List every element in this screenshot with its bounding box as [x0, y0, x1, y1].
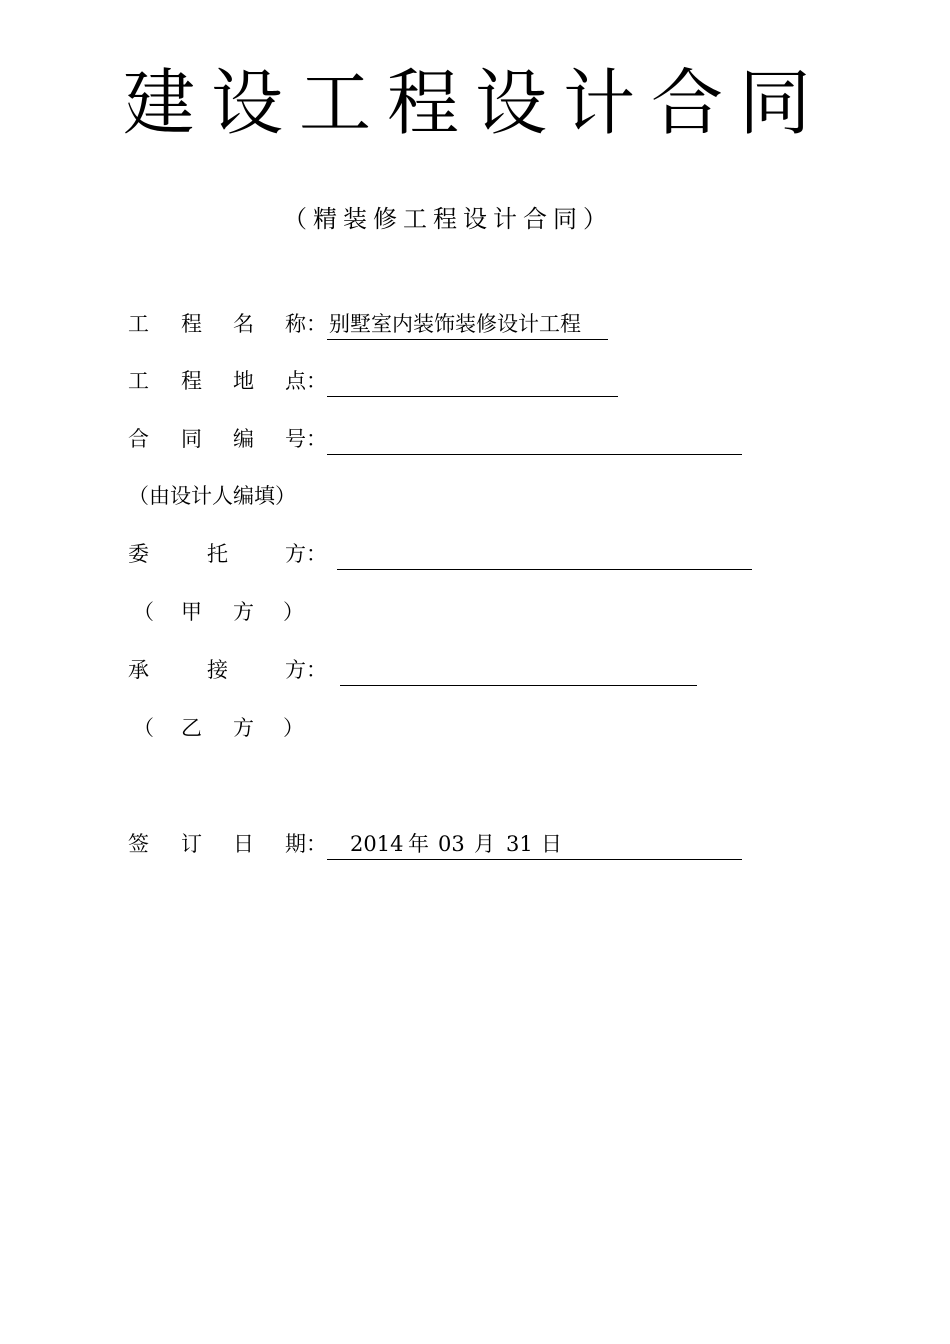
document-title: 建设工程设计合同	[122, 61, 827, 145]
signing-month: 03	[438, 832, 465, 856]
label-char: 称：	[285, 312, 327, 336]
signing-date-field[interactable]	[327, 829, 742, 860]
label-char: 地	[233, 369, 254, 393]
client-field[interactable]	[337, 539, 752, 570]
signing-date-row	[128, 829, 748, 859]
contract-number-note: （由设计人编填）	[128, 484, 296, 508]
note-char: 甲	[181, 600, 202, 624]
label-char: 程	[181, 312, 202, 336]
label-char: 方：	[285, 542, 327, 566]
label-char: 托	[207, 542, 228, 566]
signing-day-unit: 日	[541, 832, 562, 856]
note-char: （	[133, 716, 154, 740]
label-char: 编	[233, 427, 254, 451]
label-char: 签	[128, 832, 149, 856]
label-char: 工	[128, 369, 149, 393]
contract-number-field[interactable]	[327, 424, 742, 455]
label-char: 同	[181, 427, 202, 451]
label-char: 工	[128, 312, 149, 336]
note-char: 方	[233, 716, 254, 740]
document-subtitle: （精装修工程设计合同）	[283, 205, 613, 233]
project-name-row	[128, 309, 628, 339]
label-char: 程	[181, 369, 202, 393]
client-note	[128, 597, 328, 627]
note-char: ）	[283, 600, 304, 624]
label-char: 委	[128, 542, 149, 566]
contractor-note	[128, 713, 328, 743]
contractor-row	[128, 655, 708, 685]
label-char: 承	[128, 658, 149, 682]
label-char: 名	[233, 312, 254, 336]
contractor-field[interactable]	[340, 655, 697, 686]
project-location-field[interactable]	[327, 366, 618, 397]
signing-day: 31	[506, 832, 533, 856]
signing-year-unit: 年	[408, 832, 429, 856]
project-location-row	[128, 366, 628, 396]
label-char: 合	[128, 427, 149, 451]
note-char: （	[133, 600, 154, 624]
project-name-value: 别墅室内装饰装修设计工程	[329, 312, 581, 336]
client-row	[128, 539, 758, 569]
contract-number-row	[128, 424, 748, 454]
signing-month-unit: 月	[474, 832, 495, 856]
label-char: 日	[233, 832, 254, 856]
label-char: 期：	[285, 832, 327, 856]
label-char: 接	[207, 658, 228, 682]
project-name-field[interactable]	[327, 309, 608, 340]
label-char: 订	[181, 832, 202, 856]
note-char: ）	[283, 716, 304, 740]
label-char: 号：	[285, 427, 327, 451]
label-char: 方：	[285, 658, 327, 682]
label-char: 点：	[285, 369, 327, 393]
note-char: 方	[233, 600, 254, 624]
note-char: 乙	[181, 716, 202, 740]
signing-year: 2014	[350, 832, 404, 856]
